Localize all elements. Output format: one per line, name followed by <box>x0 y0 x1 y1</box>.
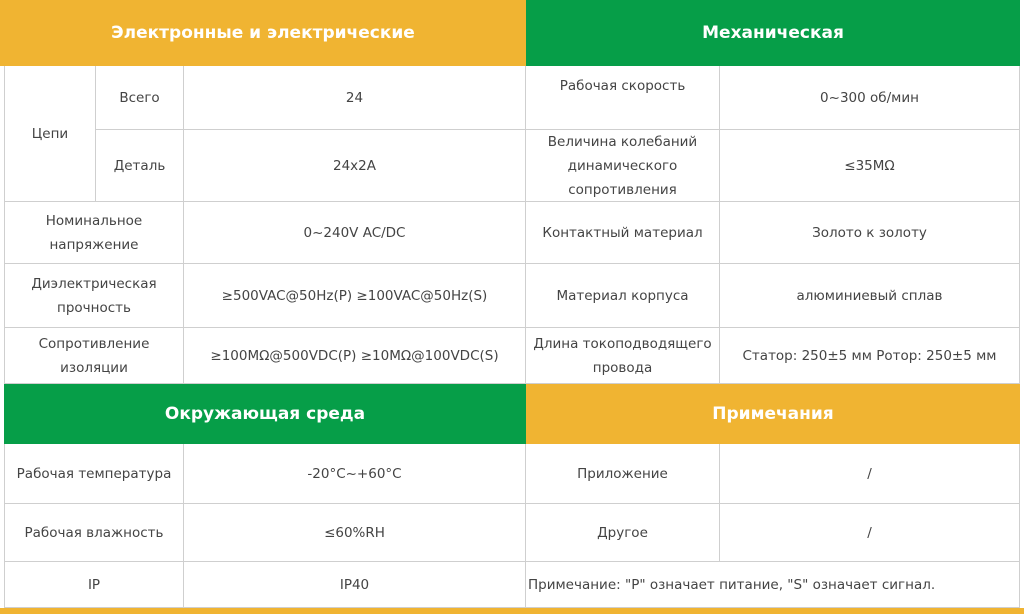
section-header-mechanical: Механическая <box>526 0 1020 66</box>
temperature-label: Рабочая температура <box>4 444 184 504</box>
contact-label: Контактный материал <box>526 202 720 264</box>
detail-value: 24x2A <box>184 130 526 202</box>
speed-label: Рабочая скорость <box>526 66 720 130</box>
humidity-label: Рабочая влажность <box>4 504 184 562</box>
housing-value: алюминиевый сплав <box>720 264 1020 328</box>
circuits-label: Цепи <box>4 66 96 202</box>
contact-value: Золото к золоту <box>720 202 1020 264</box>
humidity-value: ≤60%RH <box>184 504 526 562</box>
lead-length-label: Длина токоподводящего провода <box>526 328 720 384</box>
speed-value: 0~300 об/мин <box>720 66 1020 130</box>
section-header-environment: Окружающая среда <box>4 384 526 444</box>
total-label: Всего <box>96 66 184 130</box>
rated-voltage-value: 0~240V AC/DC <box>184 202 526 264</box>
rated-voltage-label: Номинальное напряжение <box>4 202 184 264</box>
vibration-value: ≤35MΩ <box>720 130 1020 202</box>
ip-value: IP40 <box>184 562 526 608</box>
section-header-electrical: Электронные и электрические <box>0 0 526 66</box>
ip-label: IP <box>4 562 184 608</box>
dielectric-label: Диэлектрическая прочность <box>4 264 184 328</box>
insulation-label: Сопротивление изоляции <box>4 328 184 384</box>
other-label: Другое <box>526 504 720 562</box>
other-value: / <box>720 504 1020 562</box>
detail-label: Деталь <box>96 130 184 202</box>
housing-label: Материал корпуса <box>526 264 720 328</box>
remark-text: Примечание: "P" означает питание, "S" означает сигнал. <box>526 562 1020 608</box>
section-header-notes: Примечания <box>526 384 1020 444</box>
vibration-label: Величина колебаний динамического сопротивления <box>526 130 720 202</box>
total-value: 24 <box>184 66 526 130</box>
application-value: / <box>720 444 1020 504</box>
lead-length-value: Статор: 250±5 мм Ротор: 250±5 мм <box>720 328 1020 384</box>
application-label: Приложение <box>526 444 720 504</box>
insulation-value: ≥100MΩ@500VDC(P) ≥10MΩ@100VDC(S) <box>184 328 526 384</box>
temperature-value: -20°C~+60°C <box>184 444 526 504</box>
dielectric-value: ≥500VAC@50Hz(P) ≥100VAC@50Hz(S) <box>184 264 526 328</box>
bottom-accent-bar <box>0 608 1024 614</box>
